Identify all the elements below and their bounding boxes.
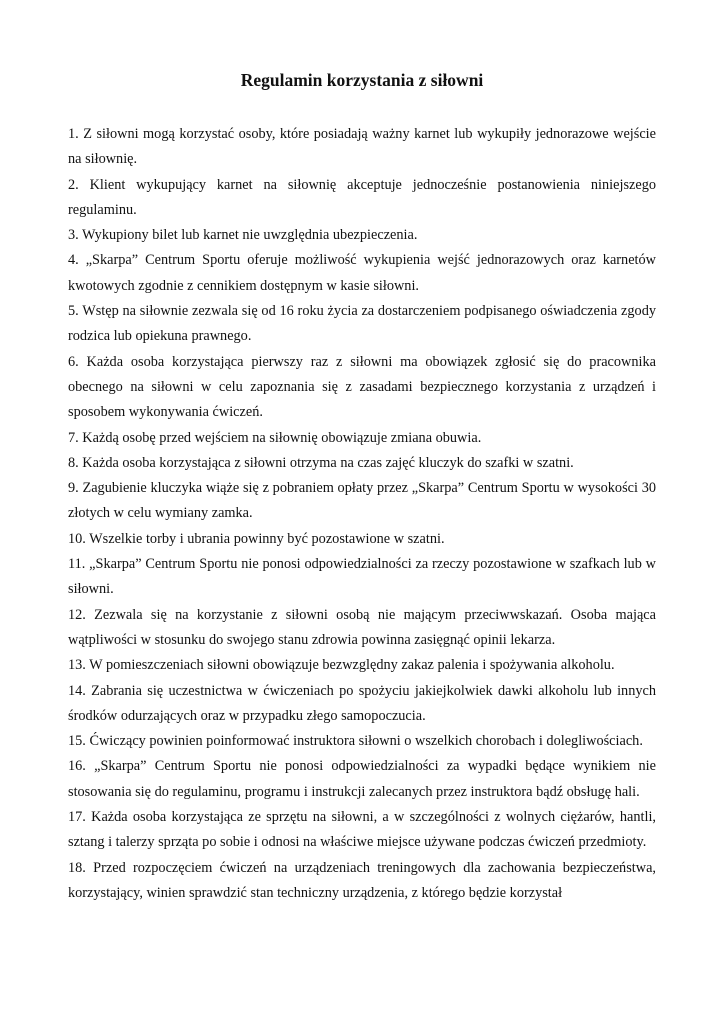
rule-item-16: 16. „Skarpa” Centrum Sportu nie ponosi odpowiedzialności za wypadki będące wynikiem nie stosowania się do regulaminu, programu i instrukcji zalecanych przez instruktora bądź obsługę hali. <box>68 758 656 800</box>
rules-list <box>68 122 656 906</box>
rule-item-14: 14. Zabrania się uczestnictwa w ćwiczeniach po spożyciu jakiejkolwiek dawki alkoholu lub innych środków odurzających oraz w przypadku złego samopoczucia. <box>68 682 656 724</box>
rule-item-15: 15. Ćwiczący powinien poinformować instruktora siłowni o wszelkich chorobach i dolegliwościach. <box>68 733 643 750</box>
rule-item-13: 13. W pomieszczeniach siłowni obowiązuje bezwzględny zakaz palenia i spożywania alkoholu. <box>68 657 615 674</box>
rule-item-7: 7. Każdą osobę przed wejściem na siłownię obowiązuje zmiana obuwia. <box>68 429 482 446</box>
rule-item-10: 10. Wszelkie torby i ubrania powinny być pozostawione w szatni. <box>68 530 445 547</box>
rule-item-9: 9. Zagubienie kluczyka wiąże się z pobraniem opłaty przez „Skarpa” Centrum Sportu w wysokości 30 złotych w celu wymiany zamka. <box>68 480 656 522</box>
document-title: Regulamin korzystania z siłowni <box>240 70 484 90</box>
rule-item-4: 4. „Skarpa” Centrum Sportu oferuje możliwość wykupienia wejść jednorazowych oraz karnetów kwotowych zgodnie z cennikiem dostępnym w kasie siłowni. <box>68 252 656 294</box>
rule-item-17: 17. Każda osoba korzystająca ze sprzętu na siłowni, a w szczególności z wolnych ciężarów, hantli, sztang i talerzy sprząta po sobie i odnosi na właściwe miejsce używane podczas ćwiczeń przedmioty. <box>68 809 656 851</box>
rule-item-3: 3. Wykupiony bilet lub karnet nie uwzględnia ubezpieczenia. <box>68 227 418 244</box>
rule-item-5: 5. Wstęp na siłownie zezwala się od 16 roku życia za dostarczeniem podpisanego oświadczenia zgody rodzica lub opiekuna prawnego. <box>68 303 656 345</box>
rule-item-12: 12. Zezwala się na korzystanie z siłowni osobą nie mającym przeciwwskazań. Osoba mająca wątpliwości w stosunku do swojego stanu zdrowia powinna zasięgnąć opinii lekarza. <box>68 606 656 648</box>
rule-item-1: 1. Z siłowni mogą korzystać osoby, które posiadają ważny karnet lub wykupiły jednorazowe wejście na siłownię. <box>68 126 656 168</box>
rule-item-6: 6. Każda osoba korzystająca pierwszy raz z siłowni ma obowiązek zgłosić się do pracownika obecnego na siłowni w celu zapoznania się z zasadami bezpiecznego korzystania z urządzeń i sposobem wykonywania ćwiczeń. <box>68 353 656 421</box>
rule-item-8: 8. Każda osoba korzystająca z siłowni otrzyma na czas zajęć kluczyk do szafki w szatni. <box>68 454 574 471</box>
rule-item-11: 11. „Skarpa” Centrum Sportu nie ponosi odpowiedzialności za rzeczy pozostawione w szafkach lub w siłowni. <box>68 556 656 598</box>
rule-item-18: 18. Przed rozpoczęciem ćwiczeń na urządzeniach treningowych dla zachowania bezpieczeństwa, korzystający, winien sprawdzić stan techniczny urządzenia, z którego będzie korzystał <box>68 859 656 901</box>
rule-item-2: 2. Klient wykupujący karnet na siłownię akceptuje jednocześnie postanowienia niniejszego regulaminu. <box>68 176 656 218</box>
